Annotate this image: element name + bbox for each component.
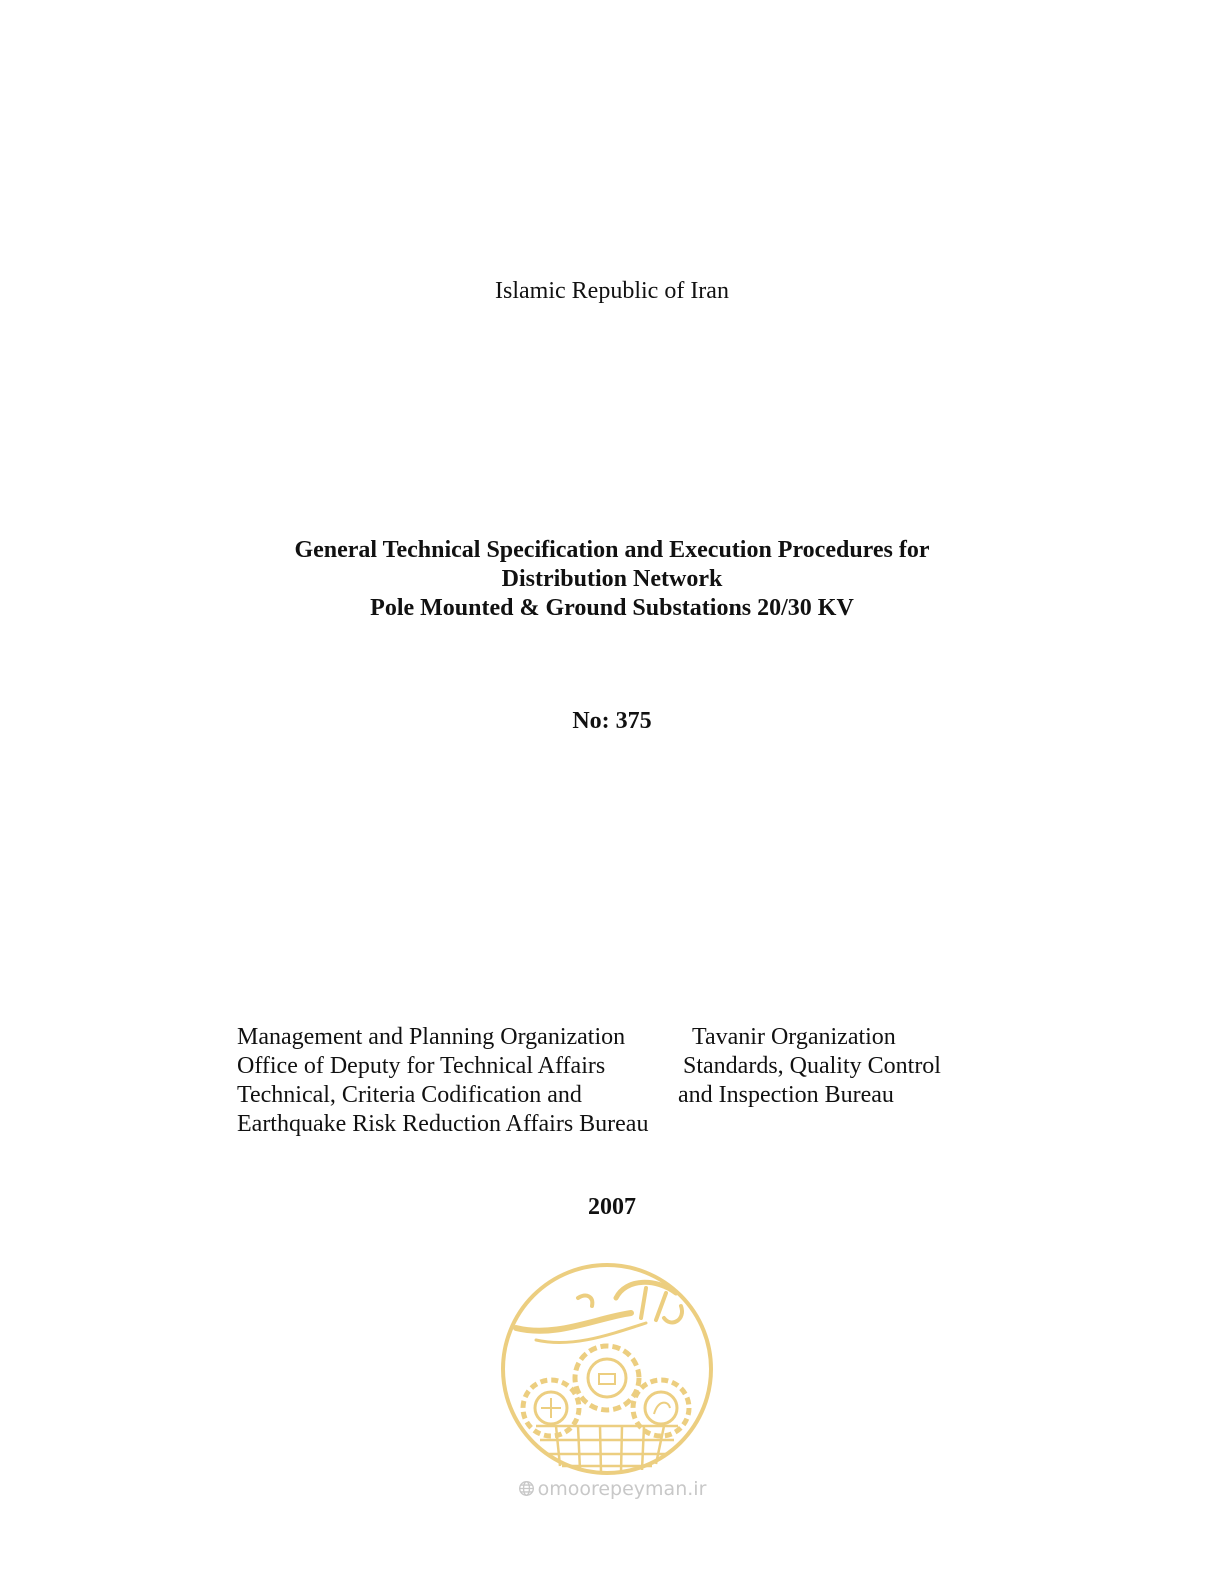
right-org-line-3: and Inspection Bureau [678, 1082, 894, 1108]
title-line-2: Distribution Network [501, 566, 723, 592]
title-line-3: Pole Mounted & Ground Substations 20/30 KV [370, 595, 854, 621]
left-org-line-2: Office of Deputy for Technical Affairs [237, 1053, 606, 1079]
watermark-url [0, 1478, 1224, 1500]
publication-year: 2007 [588, 1194, 636, 1220]
watermark-seal-logo [496, 1258, 718, 1480]
left-org-line-3: Technical, Criteria Codification and [237, 1082, 582, 1108]
right-org-line-1: Tavanir Organization [692, 1024, 896, 1050]
publication-number: No: 375 [572, 708, 652, 734]
right-org-line-2: Standards, Quality Control [683, 1053, 941, 1079]
title-line-1: General Technical Specification and Execution Procedures for [294, 537, 930, 563]
right-organization-block [678, 1023, 941, 1110]
document-title [0, 536, 1224, 623]
watermark-site-text: omoorepeyman.ir [537, 1478, 707, 1500]
country-name: Islamic Republic of Iran [495, 278, 729, 304]
left-org-line-1: Management and Planning Organization [237, 1024, 626, 1050]
left-organization-block [237, 1023, 648, 1139]
left-org-line-4: Earthquake Risk Reduction Affairs Bureau [237, 1111, 649, 1137]
globe-icon [518, 1480, 535, 1497]
